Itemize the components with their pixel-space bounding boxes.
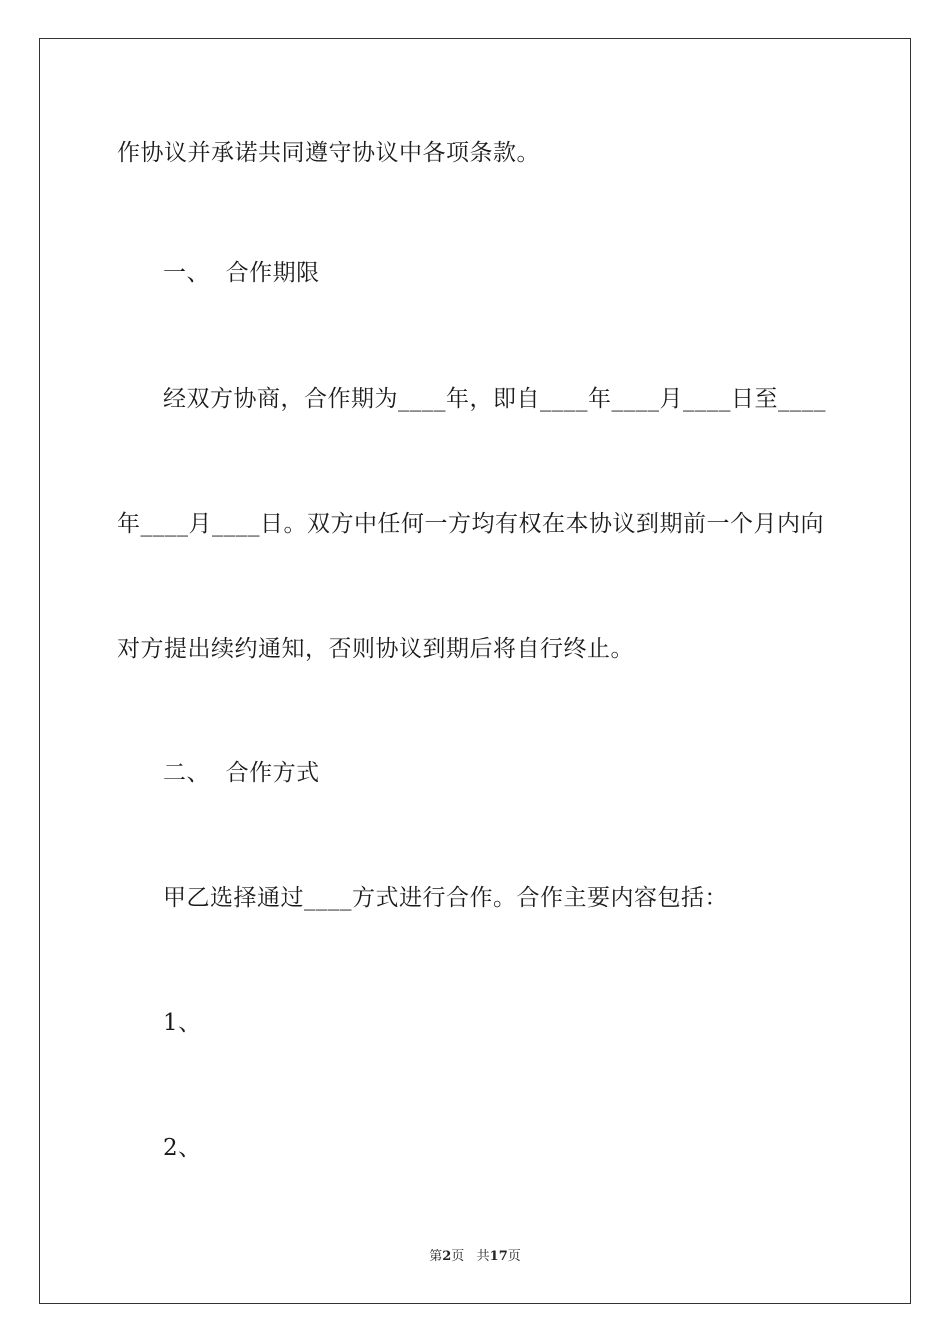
page-border bbox=[39, 38, 911, 1304]
footer-total-pages: 17 bbox=[489, 1249, 508, 1264]
paragraph-continuation: 作协议并承诺共同遵守协议中各项条款。 bbox=[117, 140, 540, 166]
list-item-2: 2、 bbox=[163, 1135, 202, 1161]
page-footer bbox=[0, 1248, 950, 1266]
paragraph-term-line-1: 经双方协商，合作期为____年，即自____年____月____日至____ bbox=[163, 386, 826, 412]
paragraph-term-line-3: 对方提出续约通知，否则协议到期后将自行终止。 bbox=[117, 636, 634, 662]
paragraph-method: 甲乙选择通过____方式进行合作。合作主要内容包括： bbox=[163, 885, 728, 911]
paragraph-term-line-2: 年____月____日。双方中任何一方均有权在本协议到期前一个月内向 bbox=[117, 511, 824, 537]
section-heading-cooperation-term: 一、 合作期限 bbox=[163, 260, 320, 286]
footer-page-suffix: 页 共 bbox=[451, 1249, 490, 1264]
list-item-1: 1、 bbox=[163, 1010, 202, 1036]
footer-page-number: 2 bbox=[442, 1249, 452, 1264]
section-heading-cooperation-method: 二、 合作方式 bbox=[163, 760, 320, 786]
footer-total-suffix: 页 bbox=[507, 1249, 521, 1264]
footer-page-prefix: 第 bbox=[429, 1249, 443, 1264]
